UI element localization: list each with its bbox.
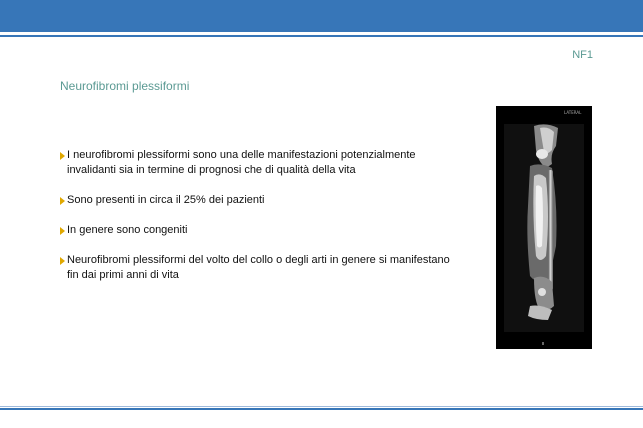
bullet-text: I neurofibromi plessiformi sono una delle manifestazioni potenzialmente invalidanti sia in termine di prognosi che di qualità della vita (67, 149, 416, 176)
header-divider (0, 35, 643, 37)
bullet-arrow-icon (60, 152, 65, 160)
bullet-item (60, 148, 490, 178)
bullet-item (60, 253, 490, 283)
mri-leg-image (496, 106, 592, 349)
bullet-arrow-icon (60, 227, 65, 235)
slide-label: NF1 (572, 49, 593, 61)
footer-divider (0, 408, 643, 410)
bullet-text: Sono presenti in circa il 25% dei pazienti (67, 194, 265, 206)
header-bar (0, 0, 643, 32)
slide-title: Neurofibromi plessiformi (60, 79, 190, 93)
mri-caption: LATERAL (564, 110, 582, 115)
bullet-item (60, 223, 490, 238)
bullet-arrow-icon (60, 257, 65, 265)
bullet-item (60, 193, 490, 208)
bullet-text: In genere sono congeniti (67, 224, 188, 236)
bullet-text: Neurofibromi plessiformi del volto del collo o degli arti in genere si manifestano fin dai primi anni di vita (67, 254, 450, 281)
bullet-list (60, 148, 490, 298)
footer-divider-thin (0, 406, 643, 407)
bullet-arrow-icon (60, 197, 65, 205)
mri-scan-graphic (496, 106, 592, 349)
